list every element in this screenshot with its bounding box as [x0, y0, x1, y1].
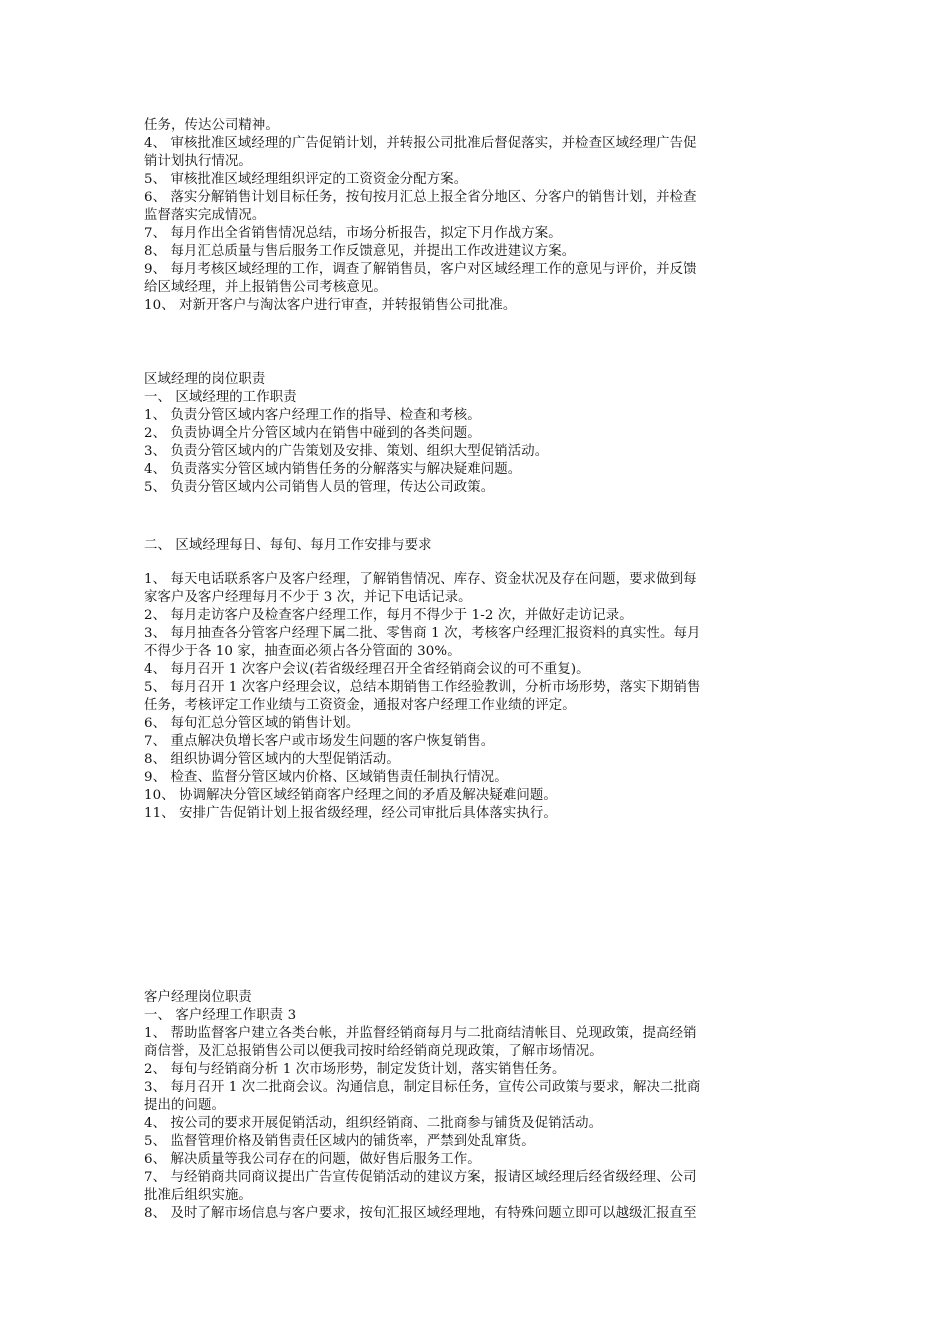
regional-schedule-list [144, 571, 804, 823]
text-line: 4、 负责落实分管区域内销售任务的分解落实与解决疑难问题。 [144, 462, 522, 477]
subsection-heading: 二、 区域经理每日、每旬、每月工作安排与要求 [144, 538, 432, 553]
text-line: 2、 每旬与经销商分析 1 次市场形势，制定发货计划，落实销售任务。 [144, 1062, 566, 1077]
text-line: 6、 每旬汇总分管区域的销售计划。 [144, 716, 360, 731]
text-line: 5、 负责分管区域内公司销售人员的管理，传达公司政策。 [144, 480, 495, 495]
text-line: 不得少于各 10 家，抽查面必须占各分管面的 30%。 [144, 644, 461, 659]
text-line: 3、 负责分管区域内的广告策划及安排、策划、组织大型促销活动。 [144, 444, 549, 459]
subsection-heading: 一、 区域经理的工作职责 [144, 390, 297, 405]
regional-manager-section [144, 371, 804, 497]
text-line: 4、 审核批准区域经理的广告促销计划，并转报公司批准后督促落实，并检查区域经理广告促 [144, 136, 697, 151]
text-line: 8、 每月汇总质量与售后服务工作反馈意见，并提出工作改进建议方案。 [144, 244, 576, 259]
provincial-manager-duties-continued [144, 117, 804, 315]
text-line: 监督落实完成情况。 [144, 208, 266, 223]
text-line: 任务，考核评定工作业绩与工资资金，通报对客户经理工作业绩的评定。 [144, 698, 576, 713]
subsection-heading: 一、 客户经理工作职责 3 [144, 1008, 297, 1023]
text-line: 商信誉，及汇总报销售公司以便我司按时给经销商兑现政策，了解市场情况。 [144, 1044, 603, 1059]
text-line: 1、 负责分管区域内客户经理工作的指导、检查和考核。 [144, 408, 481, 423]
text-line: 2、 负责协调全片分管区域内在销售中碰到的各类问题。 [144, 426, 481, 441]
text-line: 7、 重点解决负增长客户或市场发生问题的客户恢复销售。 [144, 734, 495, 749]
text-line: 1、 每天电话联系客户及客户经理，了解销售情况、库存、资金状况及存在问题，要求做到每 [144, 572, 697, 587]
text-line: 8、 及时了解市场信息与客户要求，按旬汇报区域经理地，有特殊问题立即可以越级汇报直至 [144, 1206, 697, 1221]
section-title: 客户经理岗位职责 [144, 990, 252, 1005]
text-line: 任务，传达公司精神。 [144, 118, 279, 133]
text-line: 1、 帮助监督客户建立各类台帐，并监督经销商每月与二批商结清帐目、兑现政策，提高经销 [144, 1026, 697, 1041]
text-line: 4、 每月召开 1 次客户会议(若省级经理召开全省经销商会议的可不重复)。 [144, 662, 590, 677]
section-title: 区域经理的岗位职责 [144, 372, 266, 387]
text-line: 家客户及客户经理每月不少于 3 次，并记下电话记录。 [144, 590, 472, 605]
text-line: 9、 每月考核区域经理的工作，调查了解销售员，客户对区域经理工作的意见与评价，并反馈 [144, 262, 697, 277]
account-manager-section [144, 989, 804, 1223]
text-line: 批准后组织实施。 [144, 1188, 252, 1203]
text-line: 10、 对新开客户与淘汰客户进行审查，并转报销售公司批准。 [144, 298, 517, 313]
regional-schedule-heading-block [144, 537, 804, 555]
text-line: 9、 检查、监督分管区域内价格、区域销售责任制执行情况。 [144, 770, 508, 785]
text-line: 提出的问题。 [144, 1098, 225, 1113]
text-line: 5、 每月召开 1 次客户经理会议，总结本期销售工作经验教训，分析市场形势，落实下期销售 [144, 680, 701, 695]
text-line: 3、 每月召开 1 次二批商会议。沟通信息，制定目标任务，宣传公司政策与要求，解决二批商 [144, 1080, 701, 1095]
text-line: 4、 按公司的要求开展促销活动，组织经销商、二批商参与铺货及促销活动。 [144, 1116, 603, 1131]
text-line: 5、 监督管理价格及销售责任区域内的铺货率，严禁到处乱窜货。 [144, 1134, 535, 1149]
text-line: 3、 每月抽查各分管客户经理下属二批、零售商 1 次，考核客户经理汇报资料的真实性。每月 [144, 626, 701, 641]
text-line: 6、 解决质量等我公司存在的问题，做好售后服务工作。 [144, 1152, 481, 1167]
text-line: 6、 落实分解销售计划目标任务，按旬按月汇总上报全省分地区、分客户的销售计划，并检查 [144, 190, 697, 205]
text-line: 给区域经理，并上报销售公司考核意见。 [144, 280, 387, 295]
text-line: 销计划执行情况。 [144, 154, 252, 169]
text-line: 5、 审核批准区域经理组织评定的工资资金分配方案。 [144, 172, 468, 187]
text-line: 7、 与经销商共同商议提出广告宣传促销活动的建议方案，报请区域经理后经省级经理、公司 [144, 1170, 697, 1185]
text-line: 11、 安排广告促销计划上报省级经理，经公司审批后具体落实执行。 [144, 806, 557, 821]
text-line: 10、 协调解决分管区域经销商客户经理之间的矛盾及解决疑难问题。 [144, 788, 557, 803]
text-line: 8、 组织协调分管区域内的大型促销活动。 [144, 752, 400, 767]
text-line: 2、 每月走访客户及检查客户经理工作，每月不得少于 1-2 次，并做好走访记录。 [144, 608, 633, 623]
text-line: 7、 每月作出全省销售情况总结，市场分析报告，拟定下月作战方案。 [144, 226, 562, 241]
